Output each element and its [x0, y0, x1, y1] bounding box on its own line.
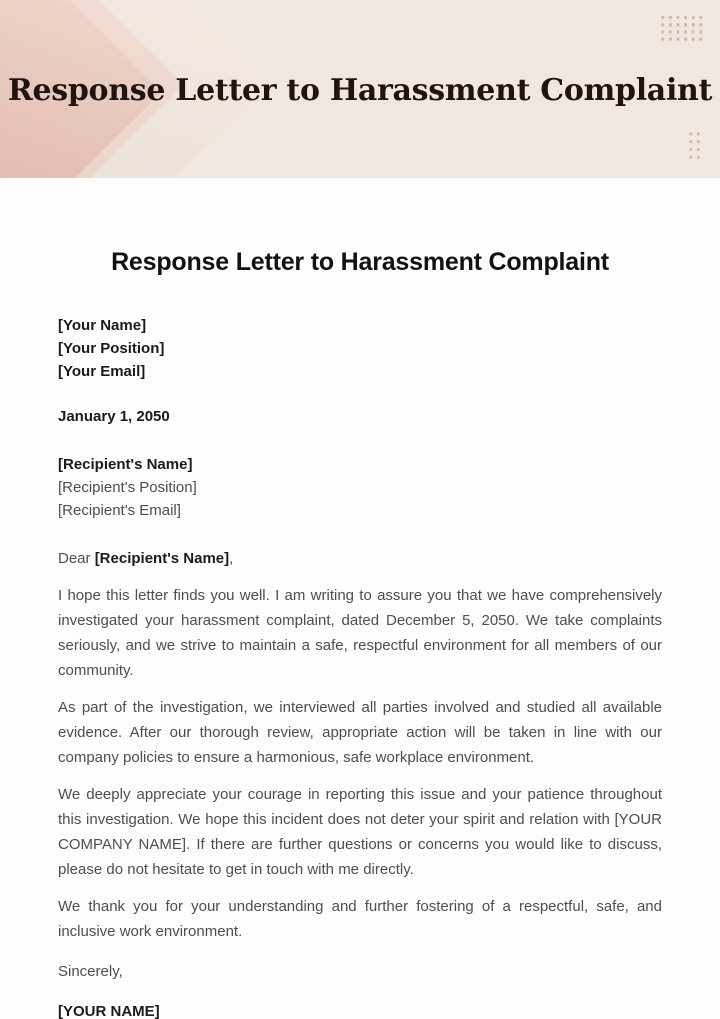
- recipient-block: [58, 453, 662, 522]
- document-title: Response Letter to Harassment Complaint: [111, 248, 609, 276]
- closing: Sincerely,: [58, 963, 123, 980]
- letter-body: [0, 178, 720, 1019]
- body-paragraph-3: We deeply appreciate your courage in reporting this issue and your patience throughout this investigation. We hope this incident does not deter your spirit and relation with [YOUR COMPANY NAME]. If there are further questions or concerns you would like to discuss, please do not hesitate to get in touch with me directly.: [58, 786, 662, 878]
- banner-header: [0, 0, 720, 178]
- salutation: [58, 546, 662, 571]
- body-paragraph-4: We thank you for your understanding and further fostering of a respectful, safe, and inclusive work environment.: [58, 898, 662, 940]
- sender-email: [Your Email]: [58, 363, 146, 380]
- sender-block: [58, 314, 662, 383]
- salutation-prefix: Dear: [58, 550, 95, 567]
- signature-name: [YOUR NAME]: [58, 1003, 160, 1019]
- recipient-email: [Recipient's Email]: [58, 502, 181, 519]
- body-paragraph-1: I hope this letter finds you well. I am writing to assure you that we have comprehensively investigated your harassment complaint, dated December 5, 2050. We take complaints seriously, and we strive to maintain a safe, respectful environment for all members of our community.: [58, 587, 662, 679]
- body-paragraph-2: As part of the investigation, we interviewed all parties involved and studied all available evidence. After our thorough review, appropriate action will be taken in line with our company policies to ensure a harmonious, safe workplace environment.: [58, 699, 662, 766]
- letter-date: January 1, 2050: [58, 408, 170, 425]
- salutation-suffix: ,: [229, 550, 234, 567]
- banner-title: Response Letter to Harassment Complaint: [7, 72, 713, 108]
- salutation-recipient-name: [Recipient's Name]: [94, 550, 230, 567]
- recipient-name: [Recipient's Name]: [58, 456, 193, 473]
- recipient-position: [Recipient's Position]: [58, 479, 197, 496]
- sender-position: [Your Position]: [58, 340, 165, 357]
- sender-name: [Your Name]: [58, 317, 147, 334]
